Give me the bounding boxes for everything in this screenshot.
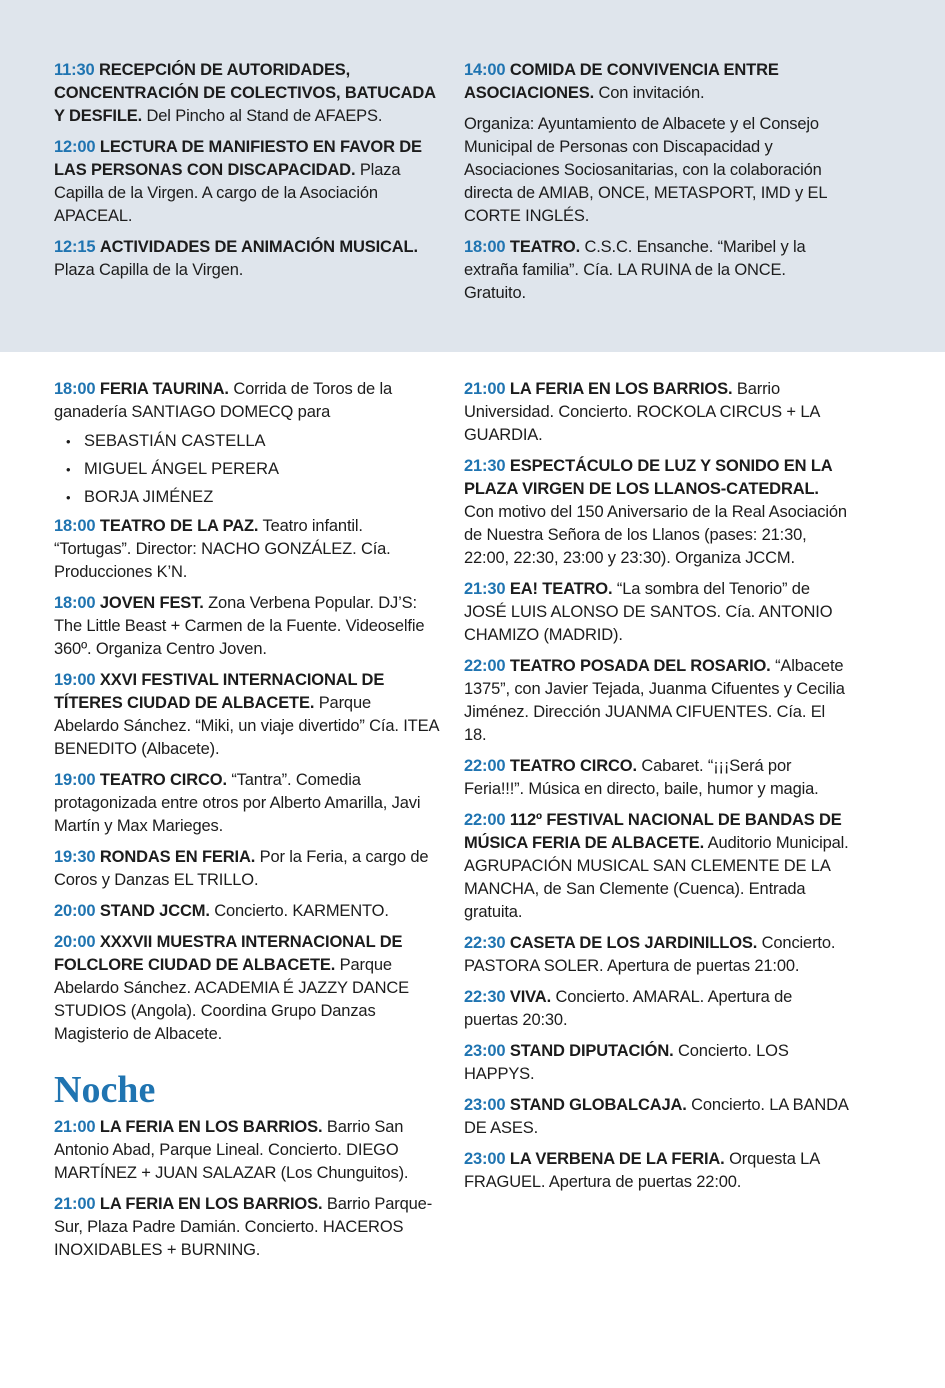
event-entry (464, 1094, 850, 1140)
event-entry (464, 378, 850, 447)
event-description: Barrio Universidad. Concierto. ROCKOLA CIRCUS + LA GUARDIA. (464, 380, 820, 444)
event-time: 19:00 (54, 771, 96, 789)
event-title: STAND DIPUTACIÓN. (509, 1042, 674, 1060)
event-title: LA FERIA EN LOS BARRIOS. (99, 1195, 323, 1213)
event-time: 21:00 (54, 1195, 96, 1213)
event-entry (464, 809, 850, 924)
event-time: 21:00 (464, 380, 506, 398)
list-item-label: MIGUEL ÁNGEL PERERA (84, 460, 279, 478)
event-entry (464, 59, 850, 105)
event-title: RECEPCIÓN DE AUTORIDADES, CONCENTRACIÓN DE COLECTIVOS, BATUCADA Y DESFILE. (54, 61, 436, 125)
event-time: 21:30 (464, 457, 506, 475)
event-time: 23:00 (464, 1042, 506, 1060)
event-time: 12:00 (54, 138, 96, 156)
list-item (66, 430, 439, 453)
event-description: Barrio San Antonio Abad, Parque Lineal. Concierto. DIEGO MARTÍNEZ + JUAN SALAZAR (Los Chunguitos). (54, 1118, 409, 1182)
event-entry (54, 931, 439, 1046)
event-description: Con invitación. (598, 84, 705, 102)
event-title: STAND JCCM. (99, 902, 210, 920)
top-left-column (54, 59, 446, 290)
event-time: 22:00 (464, 757, 506, 775)
bottom-left-column (54, 378, 439, 1270)
event-time: 22:00 (464, 657, 506, 675)
event-title: 112º FESTIVAL NACIONAL DE BANDAS DE MÚSICA FERIA DE ALBACETE. (464, 811, 842, 852)
event-description: Zona Verbena Popular. DJ’S: The Little Beast + Carmen de la Fuente. Videoselfie 360º. Organiza Centro Joven. (54, 594, 425, 658)
event-description: Concierto. LA BANDA DE ASES. (464, 1096, 848, 1137)
event-time: 22:30 (464, 934, 506, 952)
list-item-label: BORJA JIMÉNEZ (84, 488, 214, 506)
event-time: 18:00 (54, 594, 96, 612)
event-description: Parque Abelardo Sánchez. ACADEMIA É JAZZY DANCE STUDIOS (Angola). Coordina Grupo Danzas Magisterio de Albacete. (54, 956, 410, 1043)
event-time: 20:00 (54, 933, 96, 951)
event-entry (464, 932, 850, 978)
event-entry (54, 59, 446, 128)
event-description: Teatro infantil. “Tortugas”. Director: NACHO GONZÁLEZ. Cía. Producciones K’N. (54, 517, 391, 581)
event-description: Por la Feria, a cargo de Coros y Danzas EL TRILLO. (54, 848, 429, 889)
event-entry (54, 378, 439, 424)
event-description: Barrio Parque-Sur, Plaza Padre Damián. Concierto. HACEROS INOXIDABLES + BURNING. (54, 1195, 433, 1259)
organizer-note: Organiza: Ayuntamiento de Albacete y el Consejo Municipal de Personas con Discapacidad y Asociaciones Sociosanitarias, con la colaboración directa de AMIAB, ONCE, METASPORT, IMD y EL CORTE INGLÉS. (464, 115, 827, 225)
event-title: ACTIVIDADES DE ANIMACIÓN MUSICAL. (99, 238, 418, 256)
event-entry (54, 769, 439, 838)
event-title: TEATRO CIRCO. (99, 771, 227, 789)
event-entry (464, 755, 850, 801)
event-entry (54, 236, 446, 282)
event-entry (54, 669, 439, 761)
event-entry (464, 1148, 850, 1194)
event-entry (54, 1193, 439, 1262)
event-description: Con motivo del 150 Aniversario de la Real Asociación de Nuestra Señora de los Llanos (pases: 21:30, 22:00, 22:30, 23:00 y 23:30). Organiza JCCM. (464, 503, 847, 567)
bottom-right-column (464, 378, 850, 1202)
event-title: LA VERBENA DE LA FERIA. (509, 1150, 725, 1168)
event-title: FERIA TAURINA. (99, 380, 229, 398)
event-description: C.S.C. Ensanche. “Maribel y la extraña familia”. Cía. LA RUINA de la ONCE. Gratuito. (464, 238, 806, 302)
event-title: LECTURA DE MANIFIESTO EN FAVOR DE LAS PERSONAS CON DISCAPACIDAD. (54, 138, 422, 179)
event-title: LA FERIA EN LOS BARRIOS. (99, 1118, 323, 1136)
event-entry (54, 515, 439, 584)
event-time: 22:00 (464, 811, 506, 829)
event-entry (54, 846, 439, 892)
event-title: CASETA DE LOS JARDINILLOS. (509, 934, 758, 952)
event-entry (464, 578, 850, 647)
event-title: RONDAS EN FERIA. (99, 848, 256, 866)
event-time: 11:30 (54, 61, 95, 79)
event-entry (464, 1040, 850, 1086)
event-entry (464, 655, 850, 747)
event-time: 21:00 (54, 1118, 96, 1136)
event-time: 20:00 (54, 902, 96, 920)
list-item-label: SEBASTIÁN CASTELLA (84, 432, 266, 450)
list-item (66, 486, 439, 509)
list-item (66, 458, 439, 481)
event-time: 18:00 (54, 517, 96, 535)
event-description: Corrida de Toros de la ganadería SANTIAGO DOMECQ para (54, 380, 393, 421)
event-entry (54, 900, 439, 923)
event-title: TEATRO POSADA DEL ROSARIO. (509, 657, 771, 675)
event-description: Concierto. PASTORA SOLER. Apertura de puertas 21:00. (464, 934, 836, 975)
event-time: 12:15 (54, 238, 96, 256)
event-title: ESPECTÁCULO DE LUZ Y SONIDO EN LA PLAZA VIRGEN DE LOS LLANOS-CATEDRAL. (464, 457, 832, 498)
event-time: 14:00 (464, 61, 506, 79)
event-description: Del Pincho al Stand de AFAEPS. (146, 107, 383, 125)
event-time: 23:00 (464, 1096, 506, 1114)
bullet-icon: • (66, 490, 71, 505)
bullet-icon: • (66, 434, 71, 449)
event-entry (54, 1116, 439, 1185)
event-title: TEATRO CIRCO. (509, 757, 637, 775)
event-time: 19:30 (54, 848, 96, 866)
event-entry (464, 455, 850, 570)
event-time: 21:30 (464, 580, 506, 598)
event-entry (464, 986, 850, 1032)
bullfighter-list (66, 430, 439, 509)
event-title: TEATRO DE LA PAZ. (99, 517, 259, 535)
event-time: 18:00 (464, 238, 506, 256)
event-title: VIVA. (509, 988, 552, 1006)
section-heading-noche: Noche (54, 1069, 156, 1111)
top-right-column (464, 59, 850, 313)
event-description: Orquesta LA FRAGUEL. Apertura de puertas 22:00. (464, 1150, 820, 1191)
event-time: 23:00 (464, 1150, 506, 1168)
event-description: Auditorio Municipal. AGRUPACIÓN MUSICAL SAN CLEMENTE DE LA MANCHA, de San Clemente (Cuenca). Entrada gratuita. (464, 834, 849, 921)
event-title: EA! TEATRO. (509, 580, 613, 598)
event-time: 18:00 (54, 380, 96, 398)
event-title: JOVEN FEST. (99, 594, 204, 612)
event-title: COMIDA DE CONVIVENCIA ENTRE ASOCIACIONES. (464, 61, 779, 102)
event-description: Cabaret. “¡¡¡Será por Feria!!!”. Música en directo, baile, humor y magia. (464, 757, 819, 798)
event-title: LA FERIA EN LOS BARRIOS. (509, 380, 733, 398)
bullet-icon: • (66, 462, 71, 477)
event-description: Concierto. KARMENTO. (214, 902, 389, 920)
event-entry (54, 592, 439, 661)
event-description: Plaza Capilla de la Virgen. A cargo de la Asociación APACEAL. (54, 161, 401, 225)
event-description: “Albacete 1375”, con Javier Tejada, Juanma Cifuentes y Cecilia Jiménez. Dirección JUANMA CIFUENTES. Cía. El 18. (464, 657, 845, 744)
event-entry (54, 136, 446, 228)
event-title: STAND GLOBALCAJA. (509, 1096, 687, 1114)
event-entry (464, 236, 850, 305)
event-title: TEATRO. (509, 238, 581, 256)
event-title: XXXVII MUESTRA INTERNACIONAL DE FOLCLORE CIUDAD DE ALBACETE. (54, 933, 403, 974)
event-time: 22:30 (464, 988, 506, 1006)
event-time: 19:00 (54, 671, 96, 689)
event-description: Parque Abelardo Sánchez. “Miki, un viaje divertido” Cía. ITEA BENEDITO (Albacete). (54, 694, 439, 758)
event-description: Concierto. AMARAL. Apertura de puertas 20:30. (464, 988, 793, 1029)
event-description: “Tantra”. Comedia protagonizada entre otros por Alberto Amarilla, Javi Martín y Max Marieges. (54, 771, 421, 835)
event-description: Plaza Capilla de la Virgen. (54, 261, 244, 279)
event-title: XXVI FESTIVAL INTERNACIONAL DE TÍTERES CIUDAD DE ALBACETE. (54, 671, 385, 712)
event-description: “La sombra del Tenorio” de JOSÉ LUIS ALONSO DE SANTOS. Cía. ANTONIO CHAMIZO (MADRID). (464, 580, 833, 644)
event-description: Concierto. LOS HAPPYS. (464, 1042, 789, 1083)
